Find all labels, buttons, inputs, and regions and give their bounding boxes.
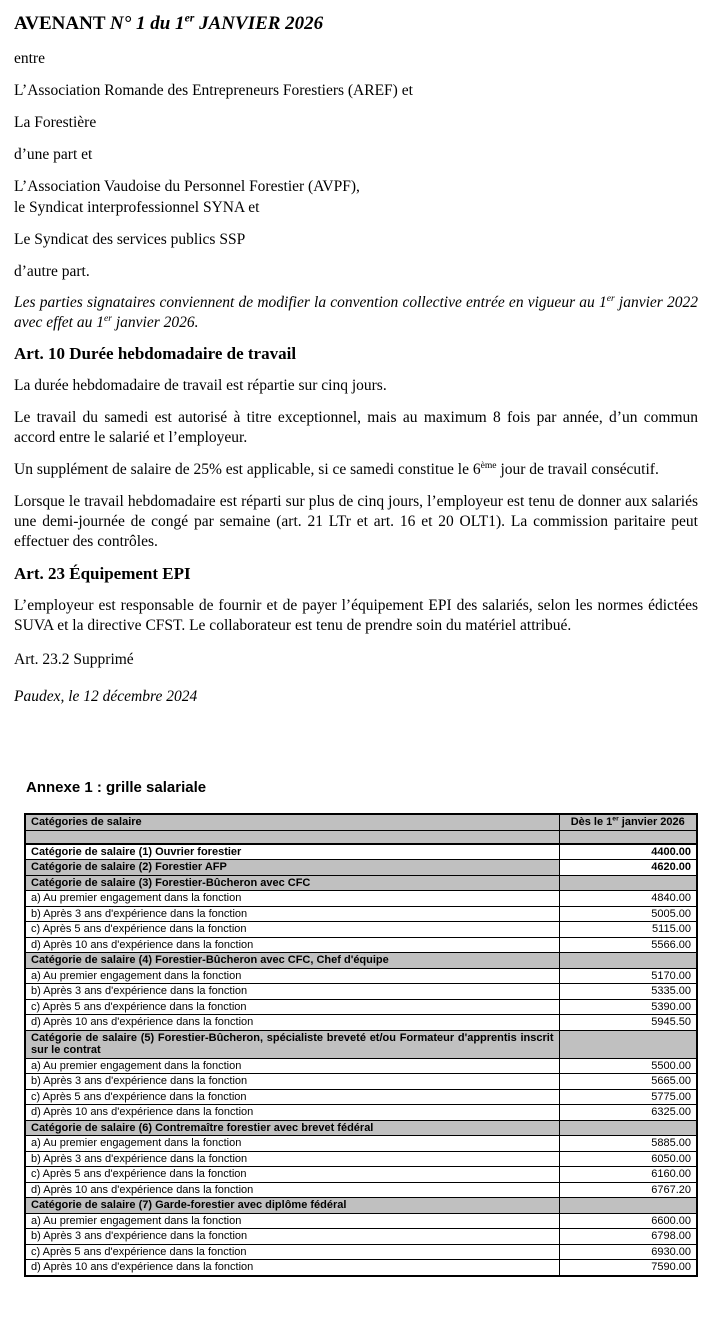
salary-value-cell: 5566.00 [559,937,697,953]
category-label-cell: d) Après 10 ans d'expérience dans la fonction [25,1105,559,1121]
salary-value-cell: 6050.00 [559,1151,697,1167]
salary-table-body [25,830,697,1276]
salary-value-cell: 6600.00 [559,1213,697,1229]
party-line-autre-part: d’autre part. [14,263,90,280]
salary-value-cell: 7590.00 [559,1260,697,1276]
salary-value-cell: 4620.00 [559,860,697,876]
text-segment: N° 1 du 1 [109,13,185,34]
category-label-cell: Catégorie de salaire (4) Forestier-Bûcheron avec CFC, Chef d'équipe [25,953,559,969]
category-label-cell: Catégorie de salaire (7) Garde-forestier avec diplôme fédéral [25,1198,559,1214]
table-row [25,906,697,922]
party-line-une-part: d’une part et [14,146,93,163]
salary-value-cell: 5945.50 [559,1015,697,1031]
article-23-paragraph-1: L’employeur est responsable de fournir et de payer l’équipement EPI des salariés, selon les normes édictées SUVA et la directive CFST. Le collaborateur est tenu de prendre soin du matériel attribué. [14,597,698,634]
salary-value-cell [559,830,697,844]
table-row [25,984,697,1000]
category-label-cell: d) Après 10 ans d'expérience dans la fonction [25,937,559,953]
category-label-cell: c) Après 5 ans d'expérience dans la fonction [25,1244,559,1260]
salary-value-cell: 5775.00 [559,1089,697,1105]
category-label-cell: Catégorie de salaire (6) Contremaître forestier avec brevet fédéral [25,1120,559,1136]
category-label-cell: Catégorie de salaire (3) Forestier-Bûcheron avec CFC [25,875,559,891]
salary-table [24,813,698,1277]
table-row [25,1105,697,1121]
table-row [25,1089,697,1105]
category-label-cell: Catégorie de salaire (2) Forestier AFP [25,860,559,876]
salary-value-cell: 6325.00 [559,1105,697,1121]
article-10-paragraph-4: Lorsque le travail hebdomadaire est réparti sur plus de cinq jours, l’employeur est tenu de donner aux salariés une demi-journée de congé par semaine (art. 21 LTr et art. 16 et 20 OLT1). La commission paritaire peut effectuer des contrôles. [14,493,698,550]
party-line-entre: entre [14,50,45,67]
salary-value-cell: 6160.00 [559,1167,697,1183]
category-label-cell: a) Au premier engagement dans la fonction [25,1136,559,1152]
salary-value-cell: 6767.20 [559,1182,697,1198]
document-title [14,13,698,35]
table-row [25,1058,697,1074]
category-label-cell: a) Au premier engagement dans la fonction [25,968,559,984]
category-label-cell: a) Au premier engagement dans la fonction [25,1058,559,1074]
category-label-cell: b) Après 3 ans d'expérience dans la fonction [25,906,559,922]
category-label-cell: b) Après 3 ans d'expérience dans la fonction [25,1074,559,1090]
table-row [25,1198,697,1214]
table-row [25,1015,697,1031]
category-label-cell: c) Après 5 ans d'expérience dans la fonction [25,999,559,1015]
text-segment: Les parties signataires conviennent de modifier la convention collective entrée en vigueur au 1 [14,294,607,311]
text-segment: janvier 2026. [111,314,199,331]
party-line-forestiere: La Forestière [14,114,97,131]
table-header-row [25,814,697,830]
table-row [25,1120,697,1136]
salary-value-cell [559,953,697,969]
salary-value-cell: 6930.00 [559,1244,697,1260]
text-segment: janvier 2022 avec effet au 1 [14,294,698,331]
table-row [25,1244,697,1260]
table-row [25,844,697,860]
table-row [25,1229,697,1245]
table-row [25,953,697,969]
table-row [25,860,697,876]
salary-value-cell [559,1030,697,1058]
category-label-cell: Catégorie de salaire (1) Ouvrier forestier [25,844,559,860]
party-line-aref: L’Association Romande des Entrepreneurs Forestiers (AREF) et [14,82,413,99]
table-row [25,1074,697,1090]
salary-value-cell [559,1198,697,1214]
category-label-cell: c) Après 5 ans d'expérience dans la fonction [25,1167,559,1183]
article-10-paragraph-3 [14,460,698,480]
salary-value-cell: 5500.00 [559,1058,697,1074]
table-row [25,1260,697,1276]
category-label-cell [25,830,559,844]
salary-value-cell: 6798.00 [559,1229,697,1245]
table-row [25,830,697,844]
salary-value-cell: 5665.00 [559,1074,697,1090]
salary-value-cell: 5885.00 [559,1136,697,1152]
table-header-categories: Catégories de salaire [25,814,559,830]
table-row [25,922,697,938]
party-line-avpf-syna: L’Association Vaudoise du Personnel Forestier (AVPF), le Syndicat interprofessionnel SYNA et [14,178,360,216]
table-row [25,891,697,907]
category-label-cell: d) Après 10 ans d'expérience dans la fonction [25,1015,559,1031]
table-row [25,1213,697,1229]
category-label-cell: a) Au premier engagement dans la fonction [25,1213,559,1229]
article-10-paragraph-1: La durée hebdomadaire de travail est répartie sur cinq jours. [14,377,387,394]
table-row [25,1136,697,1152]
table-row [25,1182,697,1198]
text-segment: Dès le 1 [570,816,613,828]
salary-value-cell [559,1120,697,1136]
text-segment: er [103,312,112,324]
table-row [25,968,697,984]
article-10-heading: Art. 10 Durée hebdomadaire de travail [14,344,297,363]
text-segment: janvier 2026 [618,816,685,828]
table-row [25,875,697,891]
table-row [25,937,697,953]
text-segment: ème [480,459,497,471]
salary-value-cell: 5335.00 [559,984,697,1000]
article-23-heading: Art. 23 Équipement EPI [14,564,191,583]
preamble [14,293,698,333]
text-segment: Un supplément de salaire de 25% est applicable, si ce samedi constitue le 6 [14,461,481,478]
text-segment: JANVIER 2026 [194,13,324,34]
table-row [25,999,697,1015]
category-label-cell: a) Au premier engagement dans la fonction [25,891,559,907]
category-label-cell: b) Après 3 ans d'expérience dans la fonction [25,1229,559,1245]
category-label-cell: c) Après 5 ans d'expérience dans la fonction [25,1089,559,1105]
text-segment: er [612,815,619,823]
article-23-2-line: Art. 23.2 Supprimé [14,651,134,668]
category-label-cell: d) Après 10 ans d'expérience dans la fonction [25,1182,559,1198]
salary-value-cell: 5005.00 [559,906,697,922]
category-label-cell: d) Après 10 ans d'expérience dans la fonction [25,1260,559,1276]
salary-value-cell [559,875,697,891]
text-segment: AVENANT [14,13,110,34]
category-label-cell: c) Après 5 ans d'expérience dans la fonction [25,922,559,938]
table-header-date [559,814,697,830]
table-row [25,1167,697,1183]
category-label-cell: b) Après 3 ans d'expérience dans la fonction [25,984,559,1000]
category-label-cell: b) Après 3 ans d'expérience dans la fonction [25,1151,559,1167]
salary-value-cell: 4840.00 [559,891,697,907]
dateline: Paudex, le 12 décembre 2024 [14,688,198,705]
category-label-cell: Catégorie de salaire (5) Forestier-Bûcheron, spécialiste breveté et/ou Formateur d'apprentis inscrit sur le contrat [25,1030,559,1058]
table-row [25,1030,697,1058]
text-segment: er [184,11,195,25]
salary-value-cell: 5115.00 [559,922,697,938]
annexe-heading: Annexe 1 : grille salariale [26,779,207,796]
text-segment: er [606,292,615,304]
salary-value-cell: 5170.00 [559,968,697,984]
article-10-paragraph-2: Le travail du samedi est autorisé à titre exceptionnel, mais au maximum 8 fois par année, d’un commun accord entre le salarié et l’employeur. [14,409,698,446]
salary-value-cell: 4400.00 [559,844,697,860]
text-segment: jour de travail consécutif. [496,461,659,478]
table-row [25,1151,697,1167]
party-line-ssp: Le Syndicat des services publics SSP [14,231,246,248]
salary-value-cell: 5390.00 [559,999,697,1015]
